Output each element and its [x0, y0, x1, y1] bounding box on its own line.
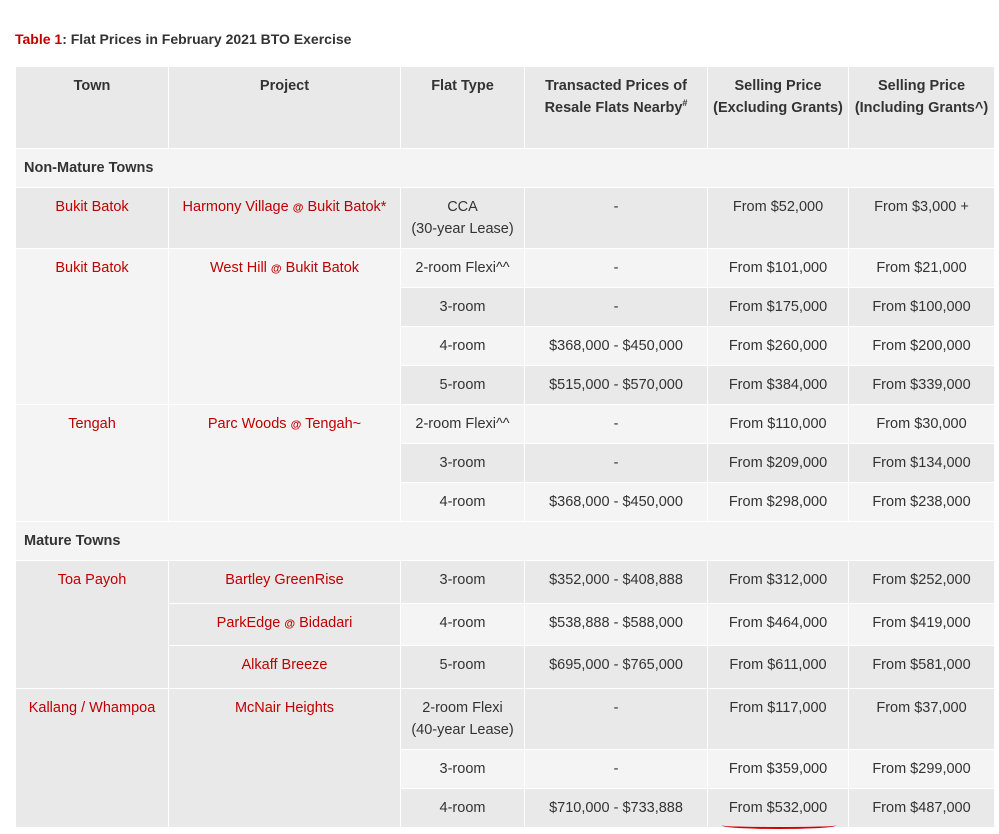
transacted-cell: $352,000 - $408,888: [525, 561, 708, 604]
header-flat-type: Flat Type: [401, 67, 525, 149]
sp-ex-cell: From $464,000: [708, 604, 849, 646]
table-row: [16, 405, 995, 444]
sp-ex-cell: From $110,000: [708, 405, 849, 444]
flat-type-cell: 4-room: [401, 789, 525, 828]
flat-type-cell: 4-room: [401, 483, 525, 522]
header-selling-price-including: Selling Price (Including Grants^): [849, 67, 995, 149]
transacted-cell: -: [525, 689, 708, 750]
table-number: Table 1: [15, 31, 63, 47]
sp-in-cell: From $238,000: [849, 483, 995, 522]
flat-type-cell: 2-room Flexi^^: [401, 249, 525, 288]
transacted-cell: $515,000 - $570,000: [525, 366, 708, 405]
sp-ex-cell: From $532,000: [708, 789, 849, 828]
transacted-cell: $695,000 - $765,000: [525, 646, 708, 689]
flat-type-cell: 4-room: [401, 604, 525, 646]
project-link[interactable]: Bartley GreenRise: [169, 561, 401, 604]
sp-in-cell: From $21,000: [849, 249, 995, 288]
sp-in-cell: From $419,000: [849, 604, 995, 646]
section-label: Mature Towns: [16, 522, 995, 561]
table-row: [16, 249, 995, 288]
sp-in-cell: From $339,000: [849, 366, 995, 405]
header-transacted-sup: #: [682, 98, 688, 109]
sp-in-cell: From $100,000: [849, 288, 995, 327]
transacted-cell: -: [525, 188, 708, 249]
sp-ex-cell: From $384,000: [708, 366, 849, 405]
sp-in-cell: From $252,000: [849, 561, 995, 604]
sp-in-cell: From $581,000: [849, 646, 995, 689]
transacted-cell: $710,000 - $733,888: [525, 789, 708, 828]
sp-in-cell: From $30,000: [849, 405, 995, 444]
flat-type-cell: 2-room Flexi (40-year Lease): [401, 689, 525, 750]
flat-type-cell: 3-room: [401, 444, 525, 483]
header-town: Town: [16, 67, 169, 149]
sp-ex-cell: From $175,000: [708, 288, 849, 327]
flat-type-cell: 5-room: [401, 646, 525, 689]
town-link[interactable]: Bukit Batok: [16, 249, 169, 405]
sp-in-cell: From $37,000: [849, 689, 995, 750]
table-row: [16, 689, 995, 750]
town-link[interactable]: Bukit Batok: [16, 188, 169, 249]
red-underline-annotation: [722, 822, 836, 829]
flat-type-cell: CCA (30-year Lease): [401, 188, 525, 249]
project-link[interactable]: McNair Heights: [169, 689, 401, 828]
header-transacted-label: Transacted Prices of Resale Flats Nearby: [544, 78, 687, 116]
flat-type-cell: 3-room: [401, 288, 525, 327]
sp-ex-cell: From $312,000: [708, 561, 849, 604]
transacted-cell: -: [525, 405, 708, 444]
sp-in-cell: From $3,000 +: [849, 188, 995, 249]
transacted-cell: $368,000 - $450,000: [525, 483, 708, 522]
section-row-non-mature: [16, 149, 995, 188]
project-link[interactable]: Alkaff Breeze: [169, 646, 401, 689]
project-link[interactable]: Parc Woods @ Tengah~: [169, 405, 401, 522]
transacted-cell: $538,888 - $588,000: [525, 604, 708, 646]
sp-in-cell: From $200,000: [849, 327, 995, 366]
sp-in-cell: From $134,000: [849, 444, 995, 483]
sp-ex-cell: From $359,000: [708, 750, 849, 789]
project-link[interactable]: ParkEdge @ Bidadari: [169, 604, 401, 646]
sp-in-cell: From $487,000: [849, 789, 995, 828]
project-link[interactable]: West Hill @ Bukit Batok: [169, 249, 401, 405]
town-link[interactable]: Tengah: [16, 405, 169, 522]
transacted-cell: -: [525, 444, 708, 483]
sp-ex-cell: From $52,000: [708, 188, 849, 249]
sp-ex-cell: From $298,000: [708, 483, 849, 522]
table-caption: [15, 31, 351, 47]
project-link[interactable]: Harmony Village @ Bukit Batok*: [169, 188, 401, 249]
table-row: [16, 561, 995, 604]
transacted-cell: -: [525, 249, 708, 288]
sp-ex-cell: From $611,000: [708, 646, 849, 689]
sp-in-cell: From $299,000: [849, 750, 995, 789]
sp-ex-cell: From $101,000: [708, 249, 849, 288]
sp-ex-cell: From $117,000: [708, 689, 849, 750]
flat-type-cell: 3-room: [401, 561, 525, 604]
flat-type-cell: 5-room: [401, 366, 525, 405]
transacted-cell: $368,000 - $450,000: [525, 327, 708, 366]
header-transacted: [525, 67, 708, 149]
header-selling-price-excluding: Selling Price (Excluding Grants): [708, 67, 849, 149]
table-row: [16, 188, 995, 249]
sp-ex-cell: From $260,000: [708, 327, 849, 366]
flat-type-cell: 2-room Flexi^^: [401, 405, 525, 444]
town-link[interactable]: Toa Payoh: [16, 561, 169, 689]
transacted-cell: -: [525, 750, 708, 789]
sp-ex-cell: From $209,000: [708, 444, 849, 483]
town-link[interactable]: Kallang / Whampoa: [16, 689, 169, 828]
flat-type-cell: 3-room: [401, 750, 525, 789]
section-label: Non-Mature Towns: [16, 149, 995, 188]
flat-type-cell: 4-room: [401, 327, 525, 366]
section-row-mature: [16, 522, 995, 561]
transacted-cell: -: [525, 288, 708, 327]
header-row: [16, 67, 995, 149]
flat-prices-table: [15, 66, 995, 828]
header-project: Project: [169, 67, 401, 149]
table-title: : Flat Prices in February 2021 BTO Exercise: [62, 31, 352, 47]
